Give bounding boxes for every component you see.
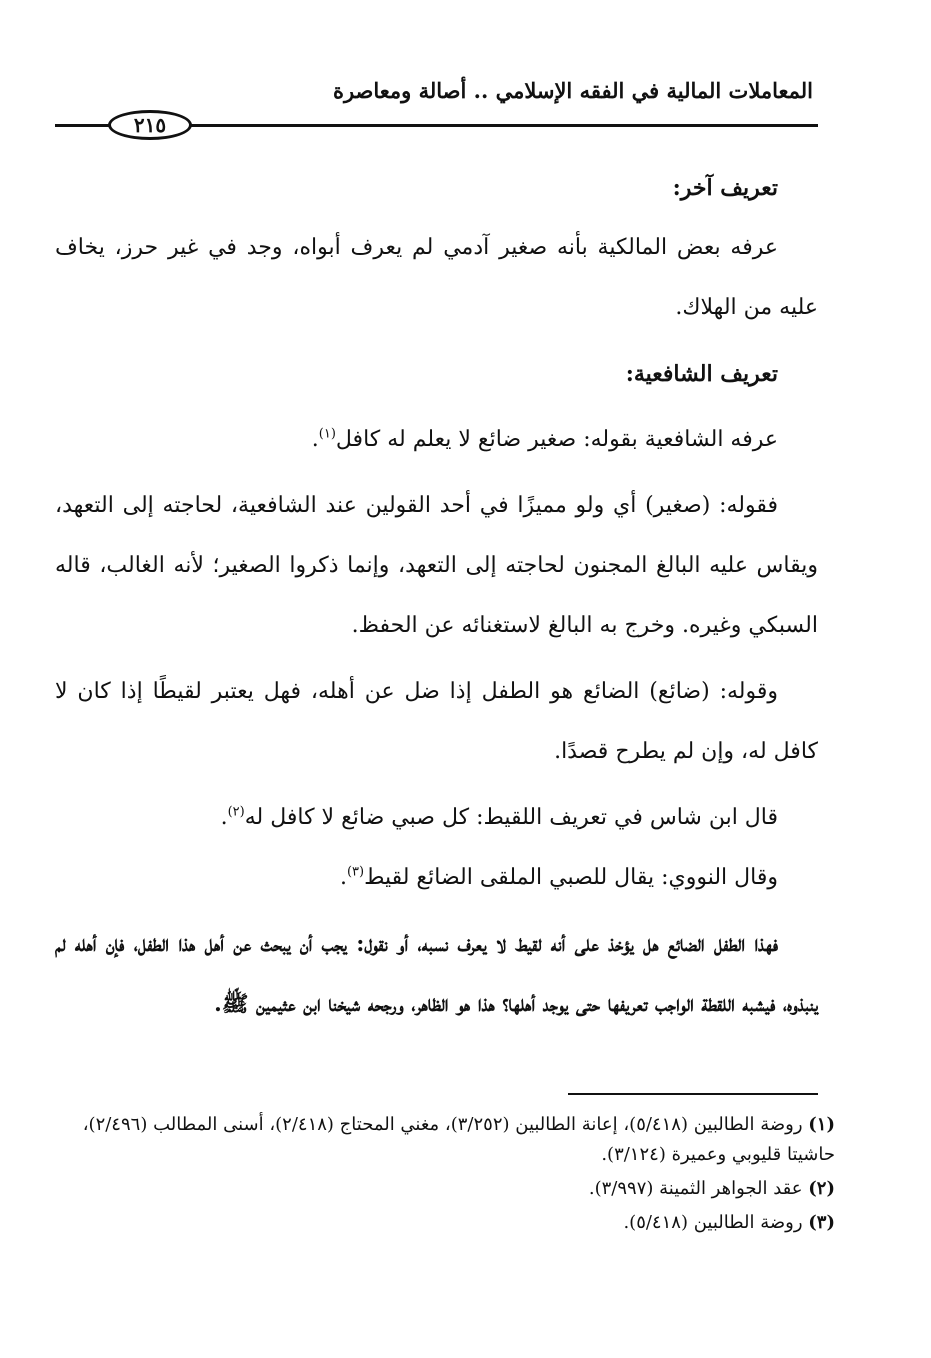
footnote-number: (٣) <box>808 1212 835 1233</box>
paragraph-conclusion: فهذا الطفل الضائع هل يؤخذ على أنه لقيط لا يعرف نسبه، أو نقول: يجب أن يبحث عن أهل هذا الطفل، فإن أهله لم ينبذوه، فيشبه اللقطة الواجب تعريفها حتى يوجد أهلها؟ هذا هو الظاهر، ورجحه شيخنا ابن عثيمين ﷺ. <box>55 931 818 1017</box>
paragraph-text: عرفه الشافعية بقوله: صغير ضائع لا يعلم له كافل <box>335 427 778 452</box>
footnote-text: عقد الجواهر الثمينة (٣/٩٩٧). <box>588 1178 803 1199</box>
footnote-item <box>55 1110 835 1170</box>
footnote-number: (٢) <box>808 1178 835 1199</box>
running-header-title: المعاملات المالية في الفقه الإسلامي .. أصالة ومعاصرة <box>332 78 813 103</box>
footnote-text: روضة الطالبين (٥/٤١٨). <box>623 1212 803 1233</box>
paragraph-shafii-definition: عرفه الشافعية بقوله: صغير ضائع لا يعلم له كافل$^{(١)}$. <box>311 426 778 452</box>
footnote-ref-1: (١) <box>318 426 336 442</box>
footnote-item <box>55 1174 835 1204</box>
page-number-badge: ٢١٥ <box>108 110 192 140</box>
main-text <box>55 158 818 1034</box>
paragraph-lost-explanation: وقوله: (ضائع) الضائع هو الطفل إذا ضل عن أهله، فهل يعتبر لقيطًا إذا كان لا كافل له، وإن لم يطرح قصدًا. <box>55 679 818 764</box>
paragraph-ibn-shas-quote: قال ابن شاس في تعريف اللقيط: كل صبي ضائع لا كافل له$^{(٢)}$. <box>220 804 778 830</box>
footnotes-section <box>55 1110 835 1242</box>
footnote-number: (١) <box>808 1114 835 1135</box>
footnote-text: روضة الطالبين (٥/٤١٨)، إعانة الطالبين (٣/٢٥٢)، مغني المحتاج (٢/٤١٨)، أسنى المطالب (٢/٤٩٦)، حاشيتا قليوبي وعميرة (٣/١٢٤). <box>82 1114 835 1165</box>
paragraph-small-explanation: فقوله: (صغير) أي ولو مميزًا في أحد القولين عند الشافعية، لحاجته إلى التعهد، ويقاس عليه البالغ المجنون لحاجته إلى التعهد، وإنما ذكروا الصغير؛ لأنه الغالب، قاله السبكي وغيره. وخرج به البالغ لاستغنائه عن الحفظ. <box>55 493 818 638</box>
footnote-item <box>55 1208 835 1238</box>
paragraph-text: قال ابن شاس في تعريف اللقيط: كل صبي ضائع لا كافل له <box>244 805 778 830</box>
section-heading-shafii-definition: تعريف الشافعية: <box>625 361 778 387</box>
footnote-separator <box>568 1093 818 1095</box>
footnote-ref-2: (٢) <box>227 804 245 820</box>
section-heading-other-definition: تعريف آخر: <box>672 175 778 201</box>
paragraph-text: وقال النووي: يقال للصبي الملقى الضائع لقيط <box>364 865 778 890</box>
paragraph-maliki-definition: عرفه بعض المالكية بأنه صغير آدمي لم يعرف أبواه، وجد في غير حرز، يخاف عليه من الهلاك. <box>55 235 818 320</box>
paragraph-nawawi-quote: وقال النووي: يقال للصبي الملقى الضائع لقيط$^{(٣)}$. <box>339 864 778 890</box>
footnote-ref-3: (٣) <box>346 864 365 880</box>
